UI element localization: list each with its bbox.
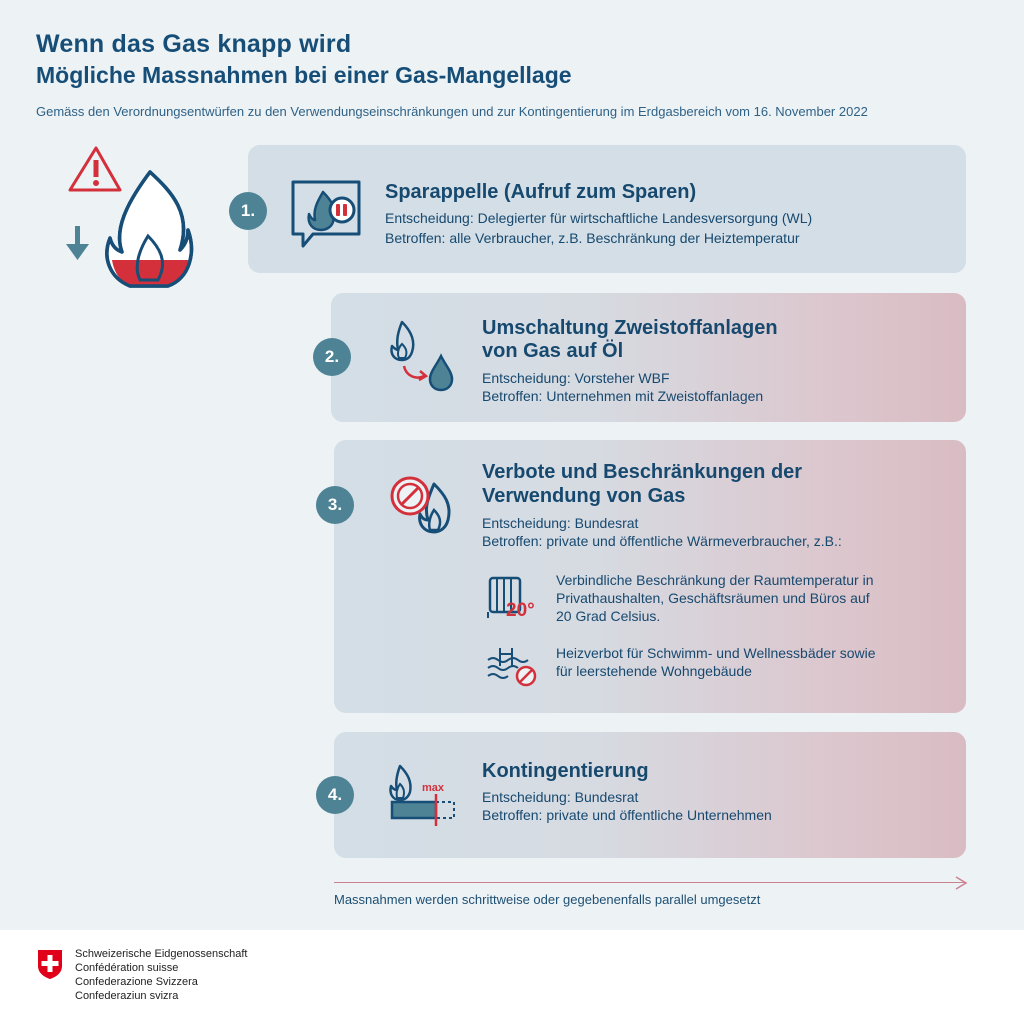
gas-shortage-illustration: [60, 140, 200, 290]
arrow-right-icon: [954, 876, 968, 890]
pool-icon: [486, 644, 538, 688]
timeline-arrow-line: [334, 882, 966, 883]
measure-affected: Betroffen: alle Verbraucher, z.B. Beschränkung der Heiztemperatur: [385, 230, 800, 246]
step-number-badge: 1.: [229, 192, 267, 230]
federation-name-it: Confederazione Svizzera: [75, 976, 198, 988]
measure-title: Kontingentierung: [482, 760, 649, 782]
measure-affected: Betroffen: private und öffentliche Unternehmen: [482, 807, 772, 823]
flame-icon: [391, 322, 413, 360]
example-text-line-3: 20 Grad Celsius.: [556, 608, 661, 624]
example-text-line-1: Heizverbot für Schwimm- und Wellnessbäder sowie: [556, 645, 876, 661]
example-text-line-2: für leerstehende Wohngebäude: [556, 663, 752, 679]
step-number-badge: 2.: [313, 338, 351, 376]
measure-title: Sparappelle (Aufruf zum Sparen): [385, 181, 697, 203]
page-subtitle: Mögliche Massnahmen bei einer Gas-Mangellage: [36, 62, 572, 88]
measure-decision: Entscheidung: Bundesrat: [482, 515, 639, 531]
swiss-cross-icon: [36, 948, 64, 980]
gas-to-oil-icon: [388, 318, 458, 394]
chat-bubble-icon: [289, 178, 363, 250]
measure-decision: Entscheidung: Vorsteher WBF: [482, 370, 670, 386]
prohibited-icon: [517, 667, 535, 685]
measure-title-line-1: Verbote und Beschränkungen der: [482, 461, 803, 483]
flame-icon: [390, 766, 410, 800]
page-title: Wenn das Gas knapp wird: [36, 30, 352, 58]
federation-name-fr: Confédération suisse: [75, 962, 179, 974]
radiator-icon: [486, 572, 542, 620]
measure-title-line-2: Verwendung von Gas: [482, 485, 686, 507]
radiator-temperature-label: 20°: [506, 600, 535, 620]
example-text-line-2: Privathaushalten, Geschäftsräumen und Büros auf: [556, 590, 870, 606]
federation-name-de: Schweizerische Eidgenossenschaft: [75, 948, 248, 960]
step-number-badge: 3.: [316, 486, 354, 524]
max-label: max: [422, 782, 445, 794]
measure-decision: Entscheidung: Delegierter für wirtschaftliche Landesversorgung (WL): [385, 210, 813, 226]
timeline-caption: Massnahmen werden schrittweise oder gegebenenfalls parallel umgesetzt: [334, 892, 761, 907]
droplet-icon: [430, 356, 452, 390]
quota-icon: [388, 764, 460, 828]
source-note: Gemäss den Verordnungsentwürfen zu den Verwendungseinschränkungen und zur Kontingentierung im Erdgasbereich vom 16. November 2022: [36, 104, 868, 119]
measure-affected: Betroffen: Unternehmen mit Zweistoffanlagen: [482, 388, 764, 404]
warning-icon: [70, 148, 120, 190]
example-text-line-1: Verbindliche Beschränkung der Raumtemperatur in: [556, 572, 874, 588]
gas-prohibited-icon: [388, 472, 456, 536]
prohibited-icon: [392, 478, 428, 514]
measure-title-line-2: von Gas auf Öl: [482, 340, 624, 362]
measure-affected: Betroffen: private und öffentliche Wärmeverbraucher, z.B.:: [482, 533, 842, 549]
measure-decision: Entscheidung: Bundesrat: [482, 789, 639, 805]
down-arrow-icon: [66, 226, 89, 260]
federation-name-rm: Confederaziun svizra: [75, 990, 179, 1002]
measure-title-line-1: Umschaltung Zweistoffanlagen: [482, 317, 778, 339]
step-number-badge: 4.: [316, 776, 354, 814]
footer: [0, 930, 1024, 1024]
